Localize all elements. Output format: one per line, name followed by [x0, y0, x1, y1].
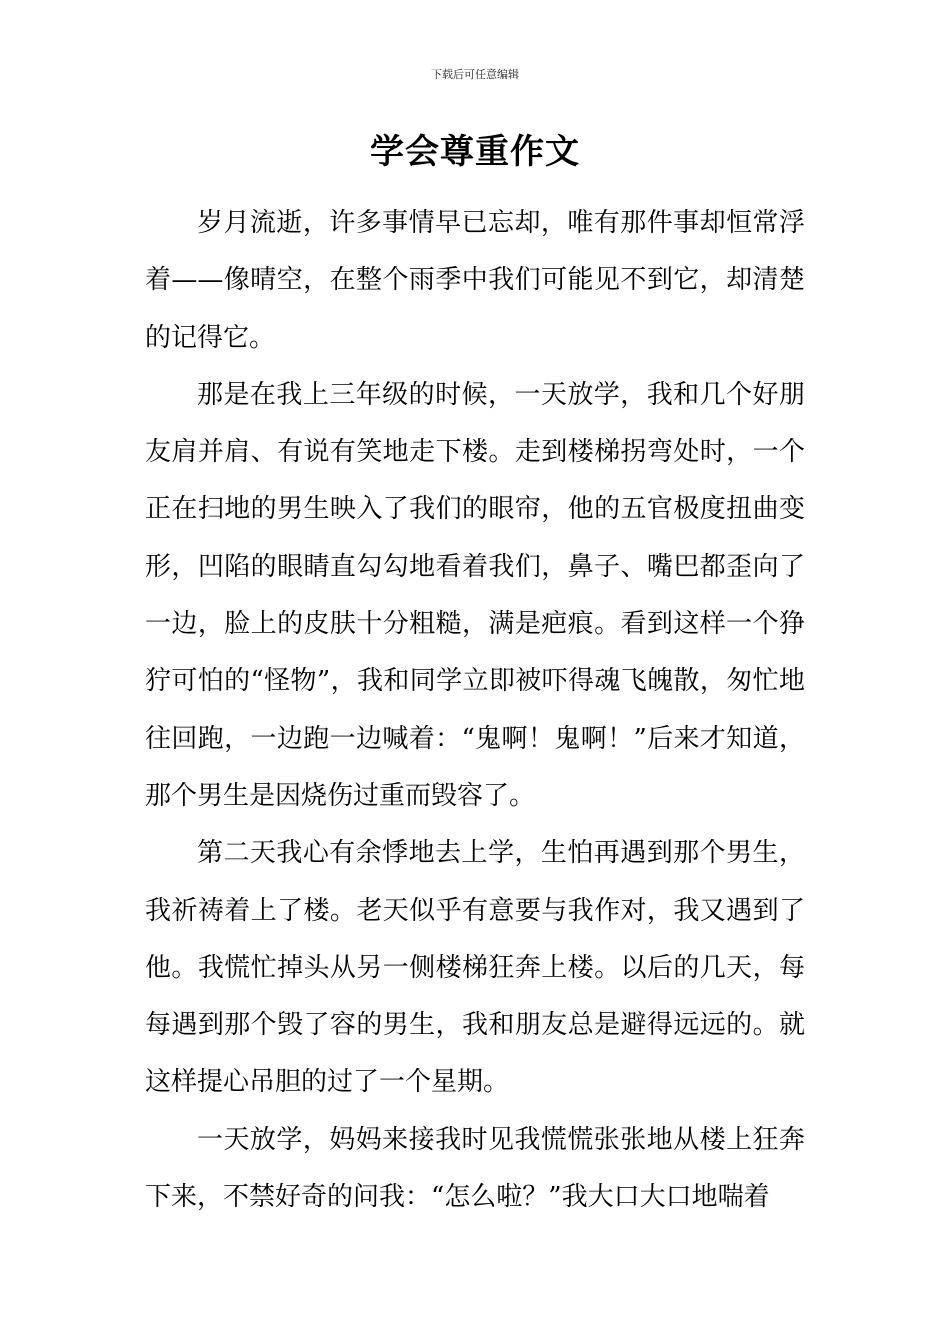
paragraph: 岁月流逝，许多事情早已忘却，唯有那件事却恒常浮着——像晴空，在整个雨季中我们可能见不到它，却清楚的记得它。	[145, 208, 805, 353]
paragraph: 第二天我心有余悸地去上学，生怕再遇到那个男生，我祈祷着上了楼。老天似乎有意要与我作对，我又遇到了他。我慌忙掉头从另一侧楼梯狂奔上楼。以后的几天，每每遇到那个毁了容的男生，我和朋友总是避得远远的。就这样提心吊胆的过了一个星期。	[145, 838, 805, 1098]
document-title: 学会尊重作文	[370, 132, 580, 172]
document-body	[145, 195, 805, 1226]
paragraph: 一天放学，妈妈来接我时见我慌慌张张地从楼上狂奔下来，不禁好奇的问我：“怎么啦？”我大口大口地喘着	[145, 1124, 805, 1213]
paragraph: 那是在我上三年级的时候，一天放学，我和几个好朋友肩并肩、有说有笑地走下楼。走到楼梯拐弯处时，一个正在扫地的男生映入了我们的眼帘，他的五官极度扭曲变形，凹陷的眼睛直勾勾地看着我们，鼻子、嘴巴都歪向了一边，脸上的皮肤十分粗糙，满是疤痕。看到这样一个狰狞可怕的“怪物”，我和同学立即被吓得魂飞魄散，匆忙地往回跑，一边跑一边喊着：“鬼啊！鬼啊！”后来才知道，那个男生是因烧伤过重而毁容了。	[145, 379, 805, 811]
header-note: 下载后可任意编辑	[431, 68, 519, 81]
